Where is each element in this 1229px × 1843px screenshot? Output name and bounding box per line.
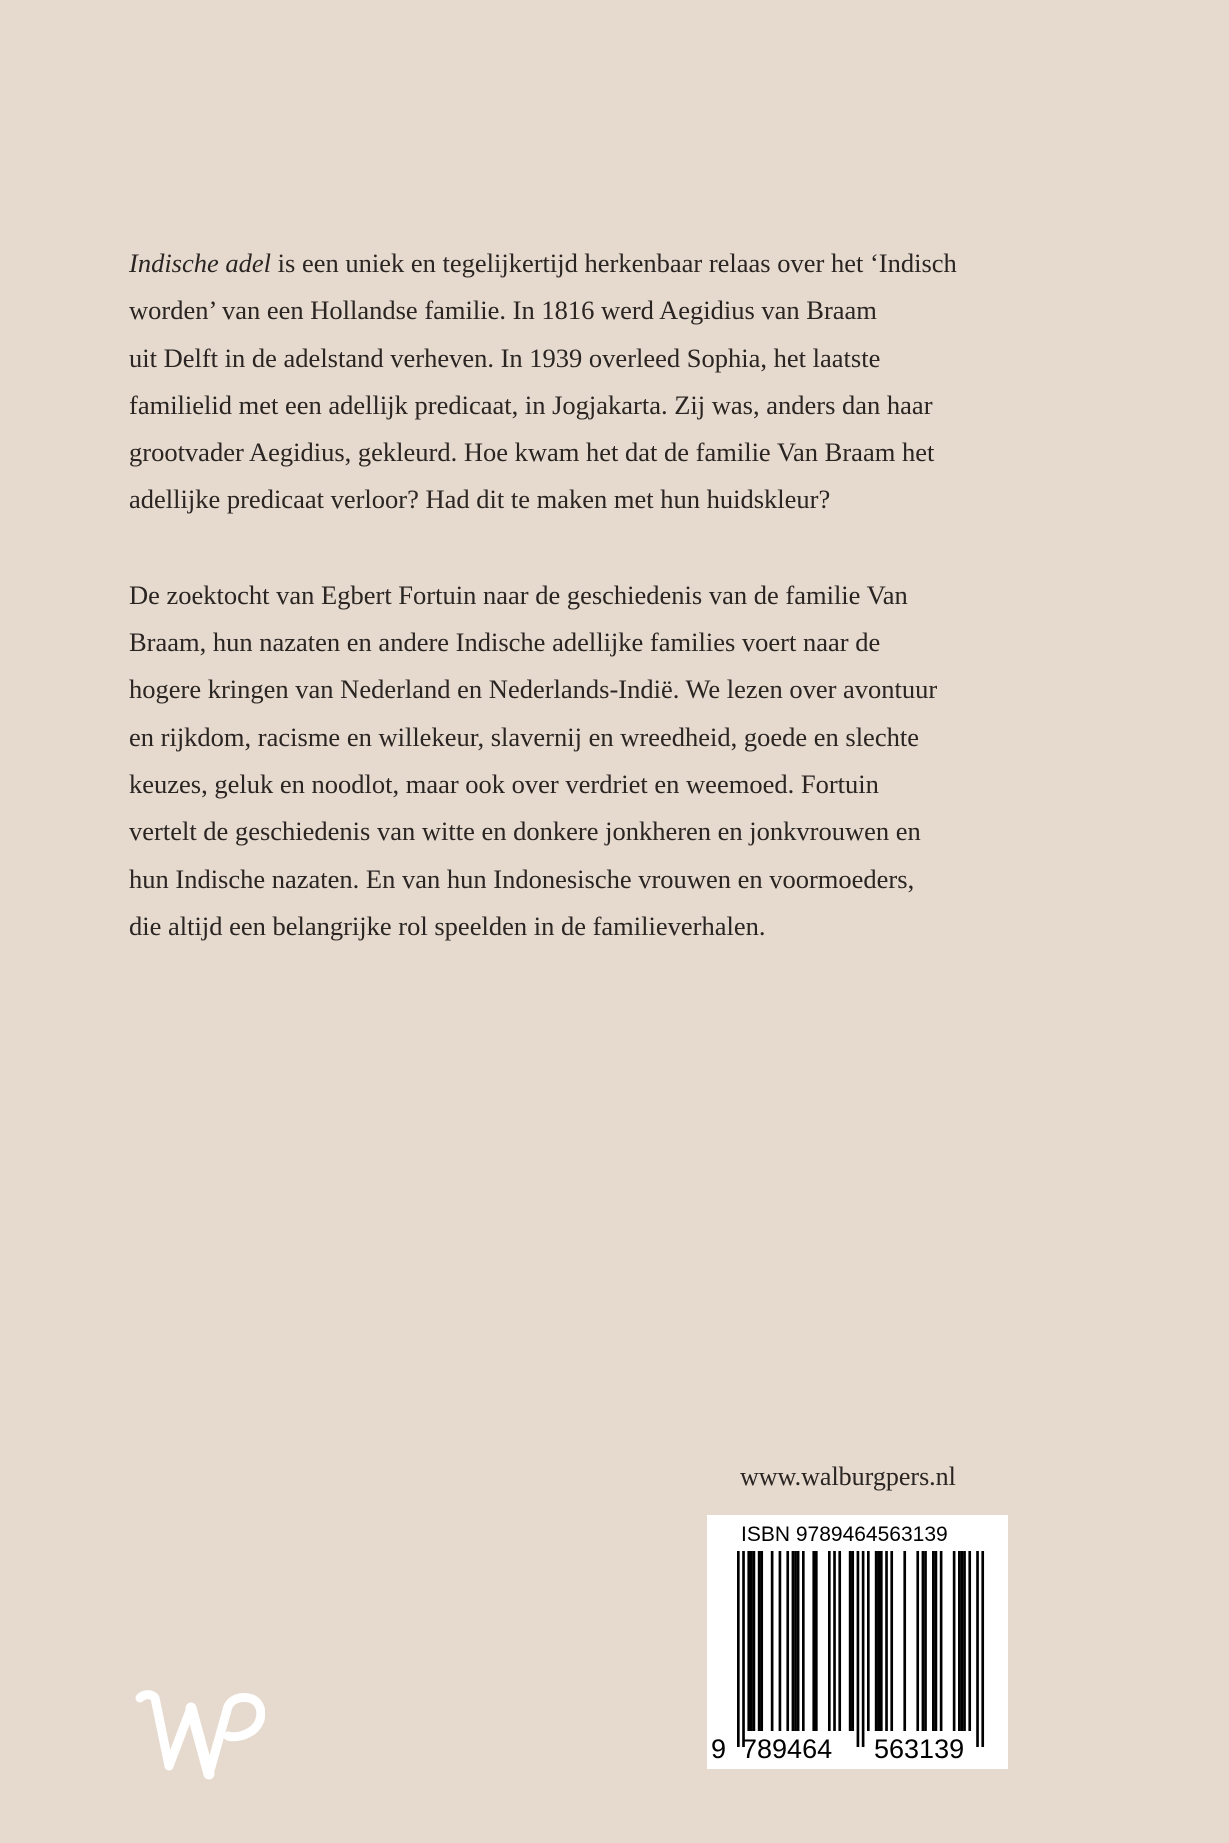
blurb-line bbox=[129, 666, 999, 713]
barcode-bar bbox=[976, 1551, 979, 1747]
barcode-bar bbox=[916, 1551, 919, 1731]
barcode-bar bbox=[961, 1551, 964, 1731]
blurb-line-text: Braam, hun nazaten en andere Indische adellijke families voert naar de bbox=[129, 627, 881, 658]
barcode-bar bbox=[760, 1551, 763, 1731]
blurb-line-text: die altijd een belangrijke rol speelden in de familieverhalen. bbox=[129, 910, 766, 941]
barcode-bar bbox=[924, 1551, 927, 1731]
barcode-bar bbox=[922, 1551, 925, 1731]
barcode-bar bbox=[786, 1551, 789, 1731]
blurb-line bbox=[129, 761, 999, 808]
ean-left-group: 789464 bbox=[742, 1734, 833, 1764]
blurb-line bbox=[129, 903, 999, 950]
blurb-line bbox=[129, 714, 999, 761]
blurb-line-text: De zoektocht van Egbert Fortuin naar de geschiedenis van de familie Van bbox=[129, 579, 908, 610]
blurb-line bbox=[129, 287, 999, 334]
blurb-line-text: familielid met een adellijk predicaat, in Jogjakarta. Zij was, anders dan haar bbox=[129, 389, 933, 420]
barcode-bar bbox=[771, 1551, 774, 1731]
barcode-bar bbox=[890, 1551, 893, 1731]
blurb-line bbox=[129, 619, 999, 666]
barcode-bar bbox=[742, 1551, 745, 1747]
barcode-bar bbox=[862, 1551, 865, 1747]
blurb-line-text: is een uniek en tegelijkertijd herkenbaar relaas over het ‘Indisch bbox=[271, 248, 957, 278]
blurb-paragraph bbox=[129, 240, 999, 524]
blurb-line-text: keuzes, geluk en noodlot, maar ook over verdriet en weemoed. Fortuin bbox=[129, 768, 879, 799]
barcode-bar bbox=[797, 1551, 800, 1731]
blurb-line-text: hun Indische nazaten. En van hun Indonesische vrouwen en voormoeders, bbox=[129, 863, 915, 894]
barcode-bar bbox=[779, 1551, 782, 1731]
blurb-paragraph bbox=[129, 572, 999, 950]
blurb-line-text: grootvader Aegidius, gekleurd. Hoe kwam het dat de familie Van Braam het bbox=[129, 437, 935, 468]
blurb-line-text: en rijkdom, racisme en willekeur, slavernij en wreedheid, goede en slechte bbox=[129, 721, 919, 752]
blurb-line bbox=[129, 572, 999, 619]
barcode-bar bbox=[833, 1551, 836, 1731]
blurb-line bbox=[129, 808, 999, 855]
barcode-bar bbox=[963, 1551, 966, 1731]
barcode-bar bbox=[953, 1551, 956, 1731]
barcode-bar bbox=[880, 1551, 883, 1731]
barcode-bar bbox=[747, 1551, 750, 1731]
isbn-barcode bbox=[707, 1515, 1008, 1769]
publisher-website: www.walburgpers.nl bbox=[740, 1462, 956, 1491]
blurb-line-text: hogere kringen van Nederland en Nederlands-Indië. We lezen over avontuur bbox=[129, 674, 938, 705]
blurb-line bbox=[129, 335, 999, 382]
barcode-bar bbox=[758, 1551, 761, 1731]
blurb-line bbox=[129, 240, 999, 287]
barcode-bar bbox=[753, 1551, 756, 1731]
blurb-line bbox=[129, 856, 999, 903]
barcode-bar bbox=[877, 1551, 880, 1731]
barcode-bar bbox=[857, 1551, 860, 1747]
isbn-label: ISBN 9789464563139 bbox=[741, 1523, 948, 1546]
barcode-bar bbox=[794, 1551, 797, 1731]
blurb-line bbox=[129, 429, 999, 476]
barcode-bar bbox=[750, 1551, 753, 1731]
blurb-line-text: worden’ van een Hollandse familie. In 1816 werd Aegidius van Braam bbox=[129, 295, 877, 326]
blurb-line-text: vertelt de geschiedenis van witte en donkere jonkheren en jonkvrouwen en bbox=[129, 816, 921, 847]
barcode-bar bbox=[849, 1551, 852, 1731]
book-title-italic: Indische adel bbox=[129, 248, 272, 278]
blurb-line bbox=[129, 476, 999, 523]
barcode-bar bbox=[981, 1551, 984, 1747]
barcode-bar bbox=[792, 1551, 795, 1731]
barcode-bar bbox=[867, 1551, 870, 1731]
ean-digits bbox=[707, 1734, 1008, 1764]
barcode-bar bbox=[815, 1551, 818, 1731]
barcode-bar bbox=[828, 1551, 831, 1731]
blurb-line-text: uit Delft in de adelstand verheven. In 1939 overleed Sophia, het laatste bbox=[129, 342, 881, 373]
blurb-line bbox=[129, 382, 999, 429]
barcode-bar bbox=[935, 1551, 938, 1731]
barcode-bar bbox=[838, 1551, 841, 1731]
barcode-bar bbox=[940, 1551, 943, 1731]
barcode-bar bbox=[802, 1551, 805, 1731]
barcode-bar bbox=[968, 1551, 971, 1731]
barcode-bar bbox=[903, 1551, 906, 1731]
walburg-pers-logo-icon bbox=[135, 1688, 265, 1783]
barcode-bar bbox=[812, 1551, 815, 1731]
barcode-bar bbox=[851, 1551, 854, 1731]
barcode-bars bbox=[707, 1551, 1008, 1747]
barcode-bar bbox=[875, 1551, 878, 1731]
barcode-bar bbox=[932, 1551, 935, 1731]
back-cover-blurb bbox=[129, 240, 999, 998]
barcode-bar bbox=[885, 1551, 888, 1731]
barcode-bar bbox=[958, 1551, 961, 1731]
ean-first-digit: 9 bbox=[711, 1734, 727, 1764]
barcode-bar bbox=[737, 1551, 740, 1747]
blurb-line-text: adellijke predicaat verloor? Had dit te maken met hun huidskleur? bbox=[129, 484, 831, 515]
ean-right-group: 563139 bbox=[874, 1734, 965, 1764]
